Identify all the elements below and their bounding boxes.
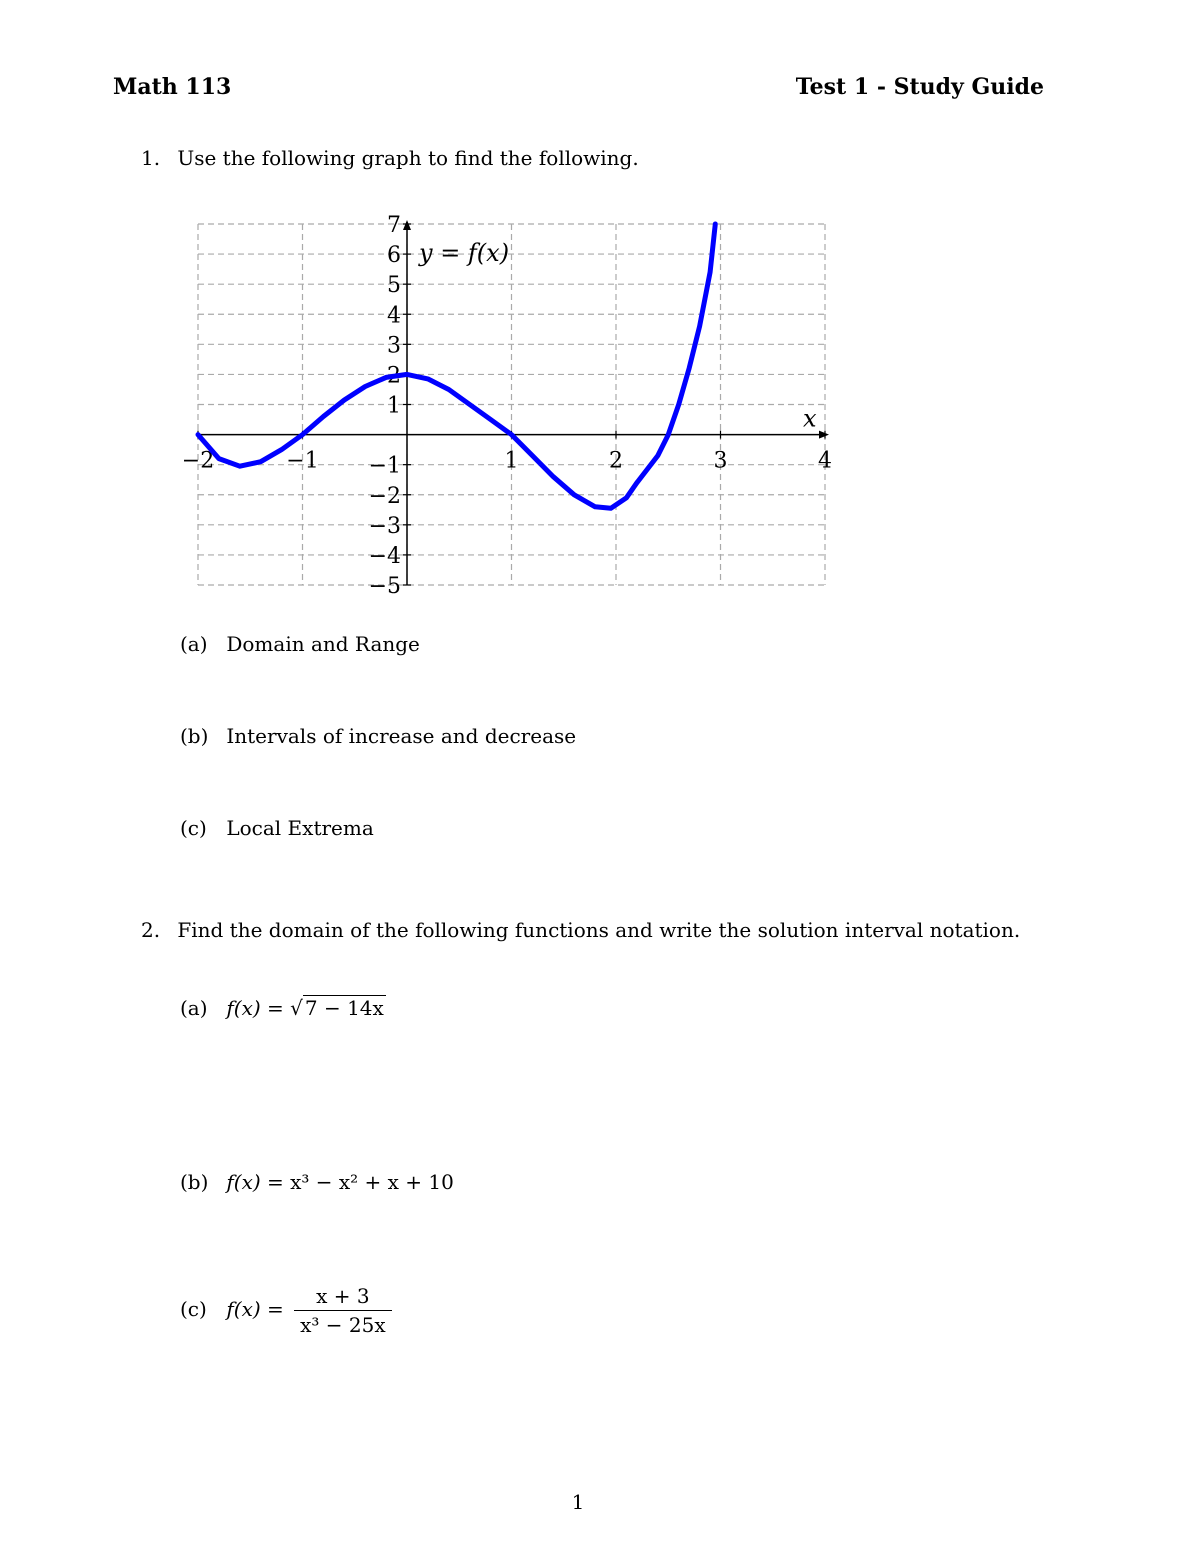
part-label: (a) — [180, 632, 208, 656]
part-label: (a) — [180, 996, 208, 1020]
x-tick-label: 2 — [609, 448, 623, 474]
part-label: (c) — [180, 1297, 207, 1321]
function-lhs: f(x) = — [226, 996, 284, 1020]
y-tick-label: −2 — [368, 483, 401, 509]
problem-1-part-c — [180, 816, 374, 840]
y-tick-label: 5 — [387, 273, 401, 299]
x-tick-label: −1 — [286, 448, 319, 474]
square-root: √ 7 − 14x — [290, 996, 384, 1020]
function-graph — [170, 210, 850, 610]
x-axis-arrow — [819, 431, 829, 439]
y-tick-label: 4 — [387, 303, 401, 329]
numerator: x + 3 — [294, 1284, 392, 1311]
y-tick-label: 7 — [387, 213, 401, 238]
part-text: Domain and Range — [226, 632, 420, 656]
fraction — [294, 1284, 392, 1337]
x-tick-label: 1 — [504, 448, 519, 474]
problem-2-part-b — [180, 1170, 454, 1194]
radicand: 7 − 14x — [304, 996, 384, 1020]
denominator: x³ − 25x — [300, 1313, 386, 1337]
curve-label: y = f(x) — [419, 239, 510, 268]
polynomial-expression: x³ − x² + x + 10 — [290, 1170, 454, 1194]
part-label: (b) — [180, 1170, 209, 1194]
problem-number: 1. — [141, 146, 161, 170]
part-label: (b) — [180, 724, 209, 748]
x-tick-label: 4 — [818, 448, 832, 474]
problem-text: Find the domain of the following functions and write the solution interval notation. — [177, 918, 1021, 942]
document-title: Test 1 - Study Guide — [795, 74, 1044, 100]
part-text: Local Extrema — [226, 816, 374, 840]
part-label: (c) — [180, 816, 207, 840]
page-number: 1 — [571, 1490, 585, 1514]
x-axis-label: x — [803, 404, 817, 433]
y-tick-label: 2 — [387, 363, 401, 389]
y-tick-label: −5 — [368, 574, 401, 599]
problem-1 — [141, 146, 639, 170]
problem-2-part-a — [180, 996, 386, 1020]
problem-2 — [141, 918, 1020, 942]
x-tick-label: 3 — [713, 448, 728, 474]
problem-1-part-a — [180, 632, 420, 656]
problem-number: 2. — [141, 918, 161, 942]
y-tick-label: 3 — [387, 333, 401, 359]
y-tick-label: −3 — [368, 513, 401, 539]
y-tick-label: 1 — [387, 393, 401, 419]
function-lhs: f(x) = — [226, 1170, 284, 1194]
course-title: Math 113 — [113, 74, 232, 100]
problem-text: Use the following graph to find the following. — [177, 146, 639, 170]
y-tick-label: −4 — [368, 543, 401, 569]
problem-2-part-c — [180, 1284, 392, 1337]
x-tick-label: −2 — [181, 448, 215, 474]
part-text: Intervals of increase and decrease — [226, 724, 577, 748]
function-lhs: f(x) = — [226, 1297, 284, 1321]
y-tick-label: −1 — [368, 453, 401, 479]
y-tick-label: 6 — [387, 243, 401, 269]
y-axis-arrow — [403, 220, 411, 230]
problem-1-part-b — [180, 724, 576, 748]
